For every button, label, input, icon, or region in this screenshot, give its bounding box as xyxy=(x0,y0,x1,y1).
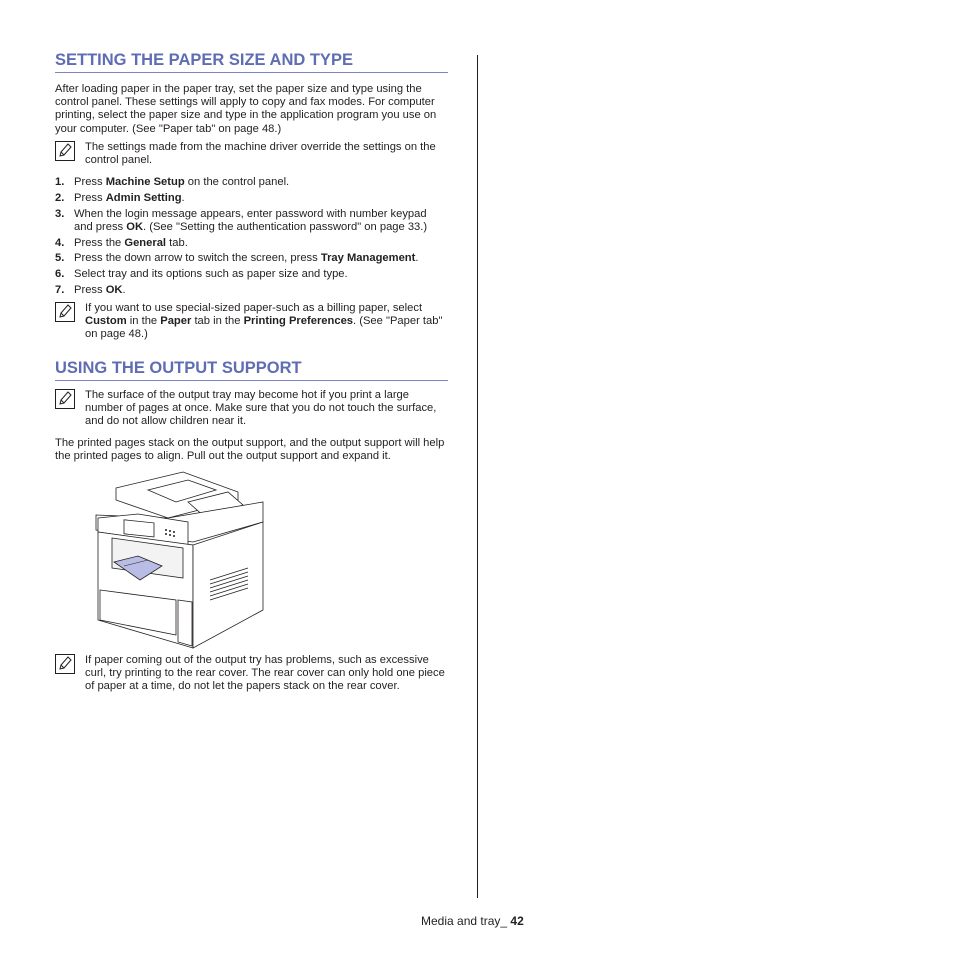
output-support-paragraph: The printed pages stack on the output support, and the output support will help the printed pages to align. Pull out the output support and expand it. xyxy=(55,437,445,463)
step-text: When the login message appears, enter password with number keypad and press OK. (See "Setting the authentication password" on page 33.) xyxy=(74,208,428,234)
step-number: 7. xyxy=(55,284,65,296)
printer-output-support-illustration xyxy=(88,470,266,650)
step-number: 2. xyxy=(55,192,65,204)
step-text: Press Machine Setup on the control panel. xyxy=(74,176,290,188)
note-text: If paper coming out of the output try has problems, such as excessive curl, try printing to the rear cover. The rear cover can only hold one piece of paper at a time, do not let the papers stack on the rear cover. xyxy=(85,654,445,693)
note-pencil-icon xyxy=(55,654,75,674)
note-text: The settings made from the machine driver override the settings on the control panel. xyxy=(85,141,436,167)
heading-output-support: USING THE OUTPUT SUPPORT xyxy=(55,358,448,381)
page-number: 42 xyxy=(510,914,524,928)
step-text: Select tray and its options such as paper size and type. xyxy=(74,268,348,280)
step-number: 6. xyxy=(55,268,65,280)
note-pencil-icon xyxy=(55,302,75,322)
step-number: 3. xyxy=(55,208,65,220)
column-divider xyxy=(477,55,478,898)
note-pencil-icon xyxy=(55,389,75,409)
step-text: Press the down arrow to switch the screen, press Tray Management. xyxy=(74,252,419,264)
step-text: Press Admin Setting. xyxy=(74,192,185,204)
page-footer xyxy=(421,914,524,928)
step-number: 1. xyxy=(55,176,65,188)
note-text: The surface of the output tray may become hot if you print a large number of pages at once. Make sure that you do not touch the surface, and do not allow children near it. xyxy=(85,389,437,428)
note-pencil-icon xyxy=(55,141,75,161)
intro-paragraph: After loading paper in the paper tray, set the paper size and type using the control panel. These settings will apply to copy and fax modes. For computer printing, select the paper size and type in the application program you use on your computer. (See "Paper tab" on page 48.) xyxy=(55,83,437,135)
note-text: If you want to use special-sized paper-such as a billing paper, select Custom in the Paper tab in the Printing Preferences. (See "Paper tab" on page 48.) xyxy=(85,302,443,341)
footer-label: Media and tray_ xyxy=(421,914,511,928)
heading-paper-size-type: SETTING THE PAPER SIZE AND TYPE xyxy=(55,50,448,73)
step-number: 5. xyxy=(55,252,65,264)
step-number: 4. xyxy=(55,237,65,249)
step-text: Press OK. xyxy=(74,284,126,296)
step-text: Press the General tab. xyxy=(74,237,188,249)
